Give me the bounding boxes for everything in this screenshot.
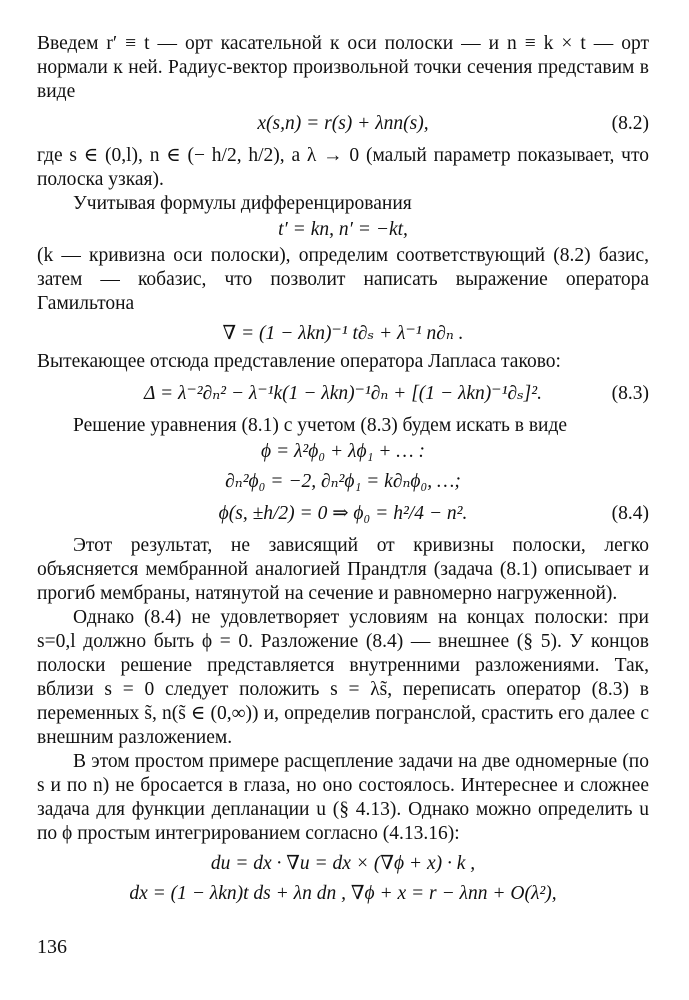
equation-8-3-number: (8.3) (611, 383, 649, 404)
page-number: 136 (37, 936, 67, 958)
equation-phi-system: ∂ₙ²ϕ₀ = −2, ∂ₙ²ϕ₁ = k∂ₙϕ₀, …; (225, 471, 461, 492)
equation-8-4-expression: ϕ(s, ±h/2) = 0 ⇒ ϕ₀ = h²/4 − n². (218, 503, 468, 524)
equation-frenet: t′ = kn, n′ = −kt, (278, 219, 408, 240)
equation-8-2-expression: x(s,n) = r(s) + λnn(s), (257, 113, 429, 134)
paragraph-prandtl: Этот результат, не зависящий от кривизны полоски, легко объясняется мембранной аналогией Прандтля (задача (8.1) описывает и прогиб мембраны, натянутой на сечение и равномерно нагруженной). (37, 535, 649, 604)
equation-du: du = dx · ∇u = dx × (∇ϕ + x) · k , (210, 853, 476, 874)
paragraph-basis: (k — кривизна оси полоски), определим соответствующий (8.2) базис, затем — кобазис, что позволит написать выражение оператора Гамильтона (37, 245, 649, 314)
equation-8-4 (37, 502, 649, 526)
page-body (37, 32, 649, 908)
equation-dx: dx = (1 − λkn)t ds + λn dn , ∇ϕ + x = r − λnn + O(λ²), (129, 883, 557, 904)
paragraph-differentiation: Учитывая формулы дифференцирования (73, 193, 412, 214)
paragraph-splitting: В этом простом примере расщепление задачи на две одномерные (по s и по n) не бросается в глаза, но оно состоялось. Интереснее и сложнее задача для функции депланации u (§ 4.13). Однако можно определить u по ϕ простым интегрированием согласно (4.13.16): (37, 751, 649, 844)
equation-8-3 (37, 382, 649, 406)
equation-phi-series: ϕ = λ²ϕ₀ + λϕ₁ + … : (260, 441, 425, 462)
paragraph-domain: где s ∈ (0,l), n ∈ (− h/2, h/2), а λ → 0 (малый параметр показывает, что полоска узкая). (37, 145, 649, 190)
equation-8-2 (37, 112, 649, 136)
equation-nabla: ∇ = (1 − λkn)⁻¹ t∂ₛ + λ⁻¹ n∂ₙ . (222, 323, 464, 344)
paragraph-solution: Решение уравнения (8.1) с учетом (8.3) будем искать в виде (73, 415, 568, 436)
paragraph-boundary-layer: Однако (8.4) не удовлетворяет условиям на концах полоски: при s=0,l должно быть ϕ = 0. Разложение (8.4) — внешнее (§ 5). У концов полоски решение представляется внутренними разложениями. Так, вблизи s = 0 следует положить s = λs̃, переписать оператор (8.3) в переменных s̃, n(s̃ ∈ (0,∞)) и, определив погранслой, срастить его далее с внешним разложением. (37, 607, 649, 748)
paragraph-laplace: Вытекающее отсюда представление оператора Лапласа таково: (37, 351, 561, 372)
equation-8-3-expression: Δ = λ⁻²∂ₙ² − λ⁻¹k(1 − λkn)⁻¹∂ₙ + [(1 − λkn)⁻¹∂ₛ]². (144, 383, 542, 404)
paragraph-intro: Введем r′ ≡ t — орт касательной к оси полоски — и n ≡ k × t — орт нормали к ней. Радиус-вектор произвольной точки сечения представим в виде (37, 33, 649, 102)
equation-8-4-number: (8.4) (611, 503, 649, 524)
equation-8-2-number: (8.2) (611, 113, 649, 134)
